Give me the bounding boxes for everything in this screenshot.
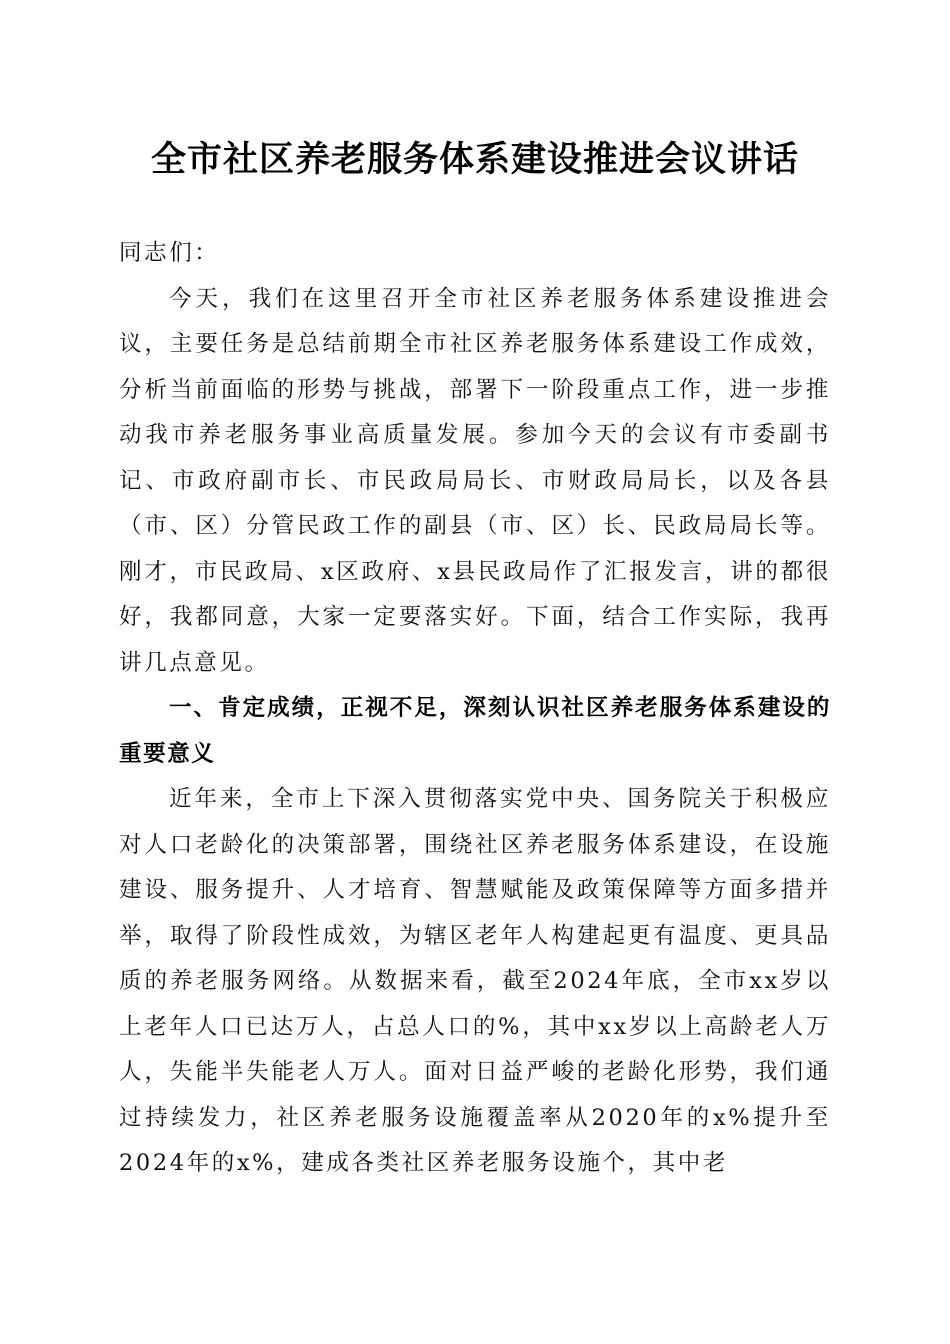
salutation: 同志们： [119,240,220,266]
opening-paragraph: 今天，我们在这里召开全市社区养老服务体系建设推进会议，主要任务是总结前期全市社区养老服务体系建设工作成效，分析当前面临的形势与挑战，部署下一阶段重点工作，进一步推动我市养老服务事业高质量发展。参加今天的会议有市委副书记、市政府副市长、市民政局局长、市财政局局长，以及各县（市、区）分管民政工作的副县（市、区）长、民政局局长等。刚才，市民政局、x区政府、x县民政局作了汇报发言，讲的都很好，我都同意，大家一定要落实好。下面，结合工作实际，我再讲几点意见。 [119,285,831,676]
document-title: 全市社区养老服务体系建设推进会议讲话 [150,139,799,180]
document-body [119,231,831,1187]
section-paragraph: 近年来，全市上下深入贯彻落实党中央、国务院关于积极应对人口老龄化的决策部署，围绕社区养老服务体系建设，在设施建设、服务提升、人才培育、智慧赋能及政策保障等方面多措并举，取得了阶段性成效，为辖区老年人构建起更有温度、更具品质的养老服务网络。从数据来看，截至2024年底，全市xx岁以上老年人口已达万人，占总人口的%，其中xx岁以上高龄老人万人，失能半失能老人万人。面对日益严峻的老龄化形势，我们通过持续发力，社区养老服务设施覆盖率从2020年的x%提升至2024年的x%，建成各类社区养老服务设施个，其中老 [119,786,831,1176]
section-heading: 一、肯定成绩，正视不足，深刻认识社区养老服务体系建设的重要意义 [119,695,831,767]
